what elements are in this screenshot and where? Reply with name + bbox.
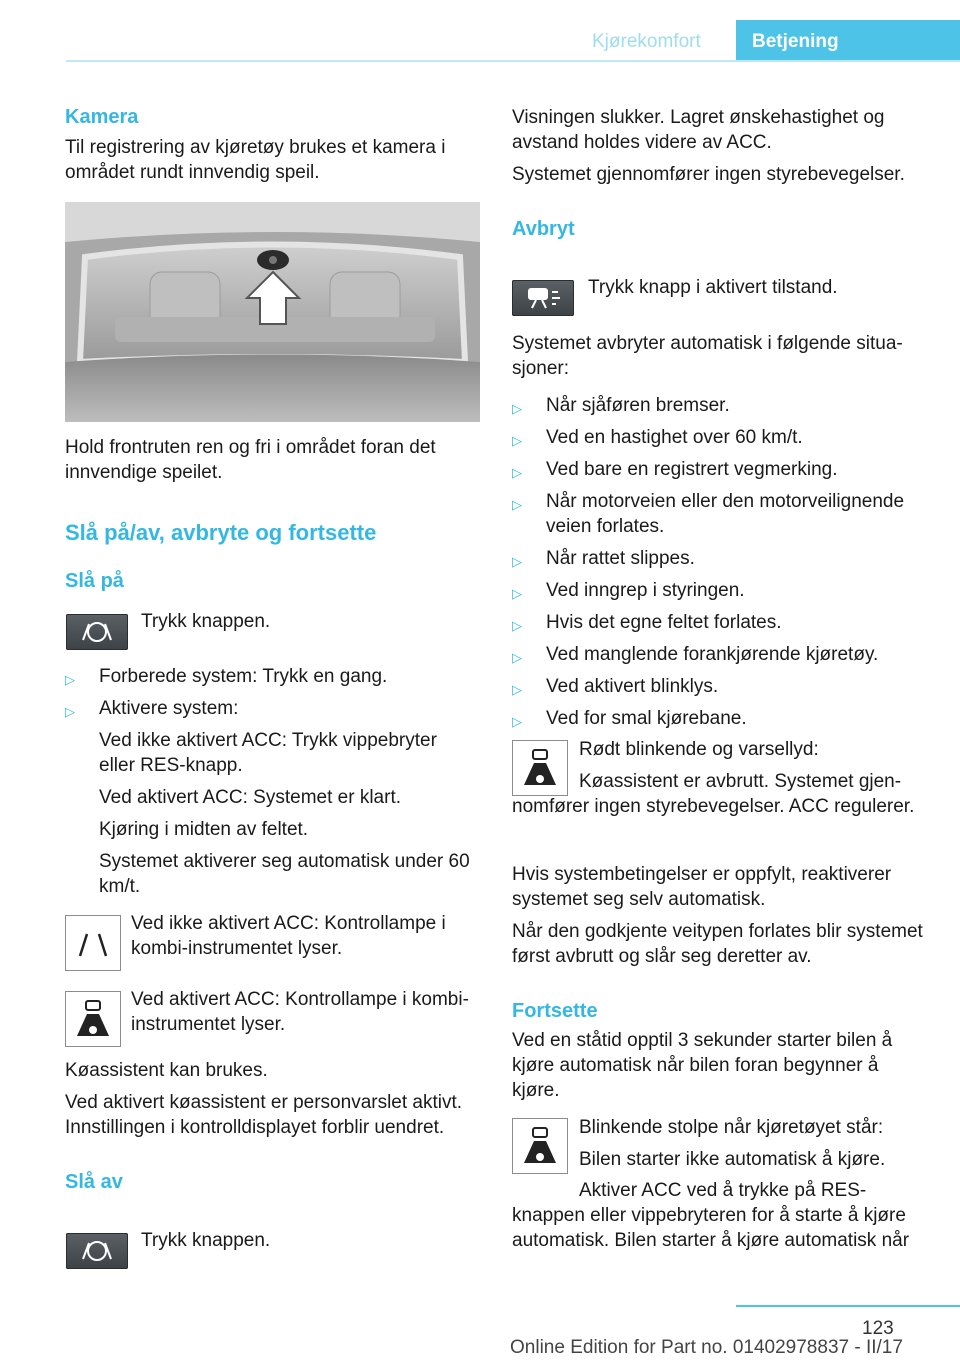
main-heading: Slå på/av, avbryte og fortsette bbox=[65, 520, 377, 545]
left-column-3 bbox=[65, 1058, 475, 1194]
bullet-text: Ved inngrep i styringen. bbox=[546, 580, 745, 601]
sub-text-2: Ved aktivert ACC: Systemet er klart. bbox=[99, 787, 401, 808]
queue-assist-blinking-lamp-icon bbox=[512, 1118, 568, 1174]
sub-text-1: Ved ikke aktivert ACC: Trykk vippebryter eller RES-knapp. bbox=[99, 730, 437, 776]
list-item bbox=[512, 674, 926, 699]
right-column bbox=[512, 105, 926, 241]
hold-text: Hold frontruten ren og fri i området foran det innvendige speilet. bbox=[65, 437, 436, 483]
steering-assist-button-icon bbox=[66, 614, 128, 650]
sla-av-press: Trykk knappen. bbox=[141, 1230, 271, 1251]
bullet-text: Ved en hastighet over 60 km/t. bbox=[546, 427, 803, 448]
list-item bbox=[512, 546, 926, 571]
sla-av-title: Slå av bbox=[65, 1171, 123, 1193]
blinking-lamp-text bbox=[579, 1115, 929, 1172]
sub-text-3: Kjøring i midten av feltet. bbox=[99, 819, 309, 840]
bullet-text: Ved bare en registrert vegmerking. bbox=[546, 459, 838, 480]
header-section: Kjørekomfort bbox=[592, 31, 701, 52]
list-item bbox=[65, 696, 475, 721]
lamp2-text: Ved aktivert ACC: Kontrollampe i kombi-instrumentet lyser. bbox=[131, 989, 469, 1035]
sub-text-4: Systemet aktiverer seg automatisk under 60 km/t. bbox=[99, 851, 470, 897]
bullet-triangle-icon: ▷ bbox=[512, 497, 522, 512]
bullet-text: Når motorveien eller den motorveilignende veien forlates. bbox=[546, 491, 905, 537]
bullet-text: Forberede system: Trykk en gang. bbox=[99, 666, 388, 687]
bullet-text: Ved aktivert blinklys. bbox=[546, 676, 719, 697]
rodt-text: Rødt blinkende og varsellyd: bbox=[579, 739, 819, 760]
bullet-text: Når sjåføren bremser. bbox=[546, 395, 730, 416]
list-item bbox=[512, 425, 926, 450]
sla-pa-title: Slå på bbox=[65, 570, 124, 592]
bullet-text: Hvis det egne feltet forlates. bbox=[546, 612, 782, 633]
red-lamp-text bbox=[579, 737, 929, 769]
bullet-triangle-icon: ▷ bbox=[512, 618, 522, 633]
bullet-triangle-icon: ▷ bbox=[65, 704, 75, 719]
list-item bbox=[512, 489, 926, 539]
bullet-text: Aktivere system: bbox=[99, 698, 239, 719]
header-chapter-tab bbox=[736, 20, 960, 62]
nar-den-text: Når den godkjente veitypen forlates blir systemet først avbrutt og slår seg deretter av. bbox=[512, 921, 923, 967]
avbryt-list bbox=[512, 331, 926, 738]
list-item bbox=[512, 642, 926, 667]
bullet-triangle-icon: ▷ bbox=[512, 586, 522, 601]
header-chapter-label: Betjening bbox=[752, 31, 839, 52]
queue-assist-lamp-icon bbox=[65, 991, 121, 1047]
bullet-text: Ved for smal kjørebane. bbox=[546, 708, 747, 729]
header-rule bbox=[66, 60, 960, 62]
bilen-starter-text: Bilen starter ikke automatisk å kjøre. bbox=[579, 1149, 886, 1170]
kamera-title: Kamera bbox=[65, 106, 139, 128]
bullet-triangle-icon: ▷ bbox=[512, 465, 522, 480]
visning-text: Visningen slukker. Lagret ønskehastighet og avstand holdes videre av ACC. bbox=[512, 107, 885, 153]
bullet-triangle-icon: ▷ bbox=[512, 650, 522, 665]
sla-pa-press: Trykk knappen. bbox=[141, 611, 271, 632]
left-column-2 bbox=[65, 435, 475, 593]
kamera-text: Til registrering av kjøretøy brukes et kamera i området rundt innvendig speil. bbox=[65, 137, 446, 183]
lamp1-text: Ved ikke aktivert ACC: Kontrollampe i kombi-instrumentet lyser. bbox=[131, 913, 446, 959]
bullet-triangle-icon: ▷ bbox=[512, 682, 522, 697]
bullet-text: Når rattet slippes. bbox=[546, 548, 695, 569]
list-item bbox=[512, 457, 926, 482]
page-number: 123 bbox=[862, 1318, 894, 1339]
blinkende-text: Blinkende stolpe når kjøretøyet står: bbox=[579, 1117, 884, 1138]
koavbrutt-text: Køassistent er avbrutt. Systemet gjennomfører ingen styrebevegelser. ACC regulerer. bbox=[512, 771, 915, 817]
left-column bbox=[65, 105, 475, 185]
list-item bbox=[512, 578, 926, 603]
automatisk-text: Systemet avbryter automatisk i følgende situasjoner: bbox=[512, 333, 903, 379]
edition-line: Online Edition for Part no. 01402978837 - II/17 bbox=[510, 1337, 903, 1358]
list-item bbox=[65, 664, 475, 689]
windshield-camera-photo bbox=[65, 202, 480, 422]
bullet-triangle-icon: ▷ bbox=[65, 672, 75, 687]
lane-lines-lamp-icon bbox=[65, 915, 121, 971]
hvis-text: Hvis systembetingelser er oppfylt, reaktiverer systemet seg selv automatisk. bbox=[512, 864, 892, 910]
sla-pa-list bbox=[65, 664, 475, 899]
list-item bbox=[512, 610, 926, 635]
footer-rule bbox=[736, 1305, 960, 1307]
avbryt-press: Trykk knapp i aktivert tilstand. bbox=[588, 277, 838, 298]
fortsette-title: Fortsette bbox=[512, 1000, 598, 1022]
bullet-triangle-icon: ▷ bbox=[512, 554, 522, 569]
list-item bbox=[512, 706, 926, 731]
list-item bbox=[512, 393, 926, 418]
personvarslet-text: Ved aktivert køassistent er personvarslet aktivt. Innstillingen i kontrolldisplayet forblir uendret. bbox=[65, 1092, 463, 1138]
right-column-3 bbox=[512, 862, 926, 1103]
koassist-text: Køassistent kan brukes. bbox=[65, 1060, 268, 1081]
bullet-triangle-icon: ▷ bbox=[512, 401, 522, 416]
bullet-text: Ved manglende forankjørende kjøretøy. bbox=[546, 644, 879, 665]
steering-assist-button-icon-2 bbox=[66, 1233, 128, 1269]
bullet-triangle-icon: ▷ bbox=[512, 714, 522, 729]
fortsette-text: Ved en ståtid opptil 3 sekunder starter bilen å kjøre automatisk når bilen foran begynner å kjøre. bbox=[512, 1030, 893, 1101]
distance-button-icon bbox=[512, 280, 574, 316]
systemet-text: Systemet gjennomfører ingen styrebevegelser. bbox=[512, 164, 905, 185]
avbryt-title: Avbryt bbox=[512, 218, 575, 240]
bullet-triangle-icon: ▷ bbox=[512, 433, 522, 448]
automatic-cancel-list bbox=[512, 393, 926, 731]
aktiver-text: Aktiver ACC ved å trykke på RES-knappen eller vippebryteren for å starte å kjøre automatisk. Bilen starter å kjøre automatisk når bbox=[512, 1180, 910, 1251]
